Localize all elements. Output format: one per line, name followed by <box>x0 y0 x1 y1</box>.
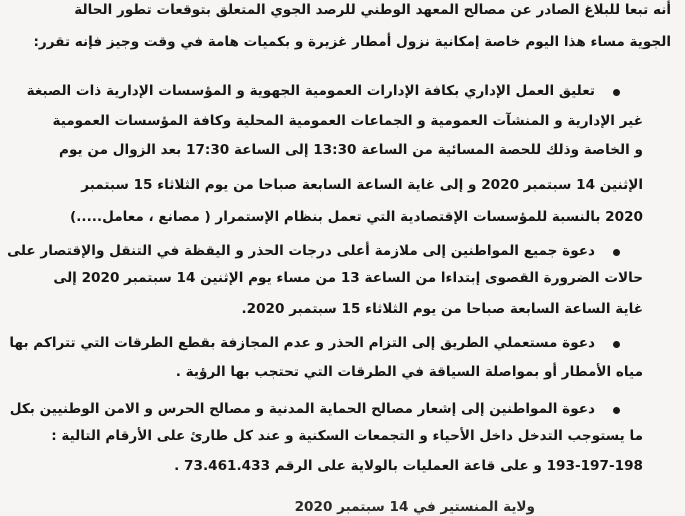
item-3-line-2: مياه الأمطار أو بمواصلة السياقة في الطرقات التي تحتجب بها الرؤية . <box>175 364 643 380</box>
bullet-icon <box>613 341 620 348</box>
intro-line-1: أنه تبعا للبلاغ الصادر عن مصالح المعهد الوطني للرصد الجوي المتعلق بتوقعات تطور الحالة <box>74 2 671 18</box>
item-4-line-2: ما يستوجب التدخل داخل الأحياء و التجمعات السكنية و عند كل طارئ على الأرقام التالية : <box>51 428 643 444</box>
item-4-line-1: دعوة المواطنين إلى إشعار مصالح الحماية المدنية و مصالح الحرس و الامن الوطنيين بكل <box>9 401 595 417</box>
item-1-line-4: الإثنين 14 سبتمبر 2020 و إلى غاية الساعة السابعة صباحا من يوم الثلاثاء 15 سبتمبر <box>81 177 643 193</box>
bullet-icon <box>613 89 620 96</box>
item-3-line-1: دعوة مستعملي الطريق إلى التزام الحذر و عدم المجازفة بقطع الطرقات التي تتراكم بها <box>9 335 595 351</box>
item-1-line-2: غير الإدارية و المنشآت العمومية و الجماعات العمومية المحلية وكافة المؤسسات العمومية <box>52 113 643 129</box>
intro-line-2: الجوية مساء هذا اليوم خاصة إمكانية نزول أمطار غزيرة و بكميات هامة في وقت وجيز فإنه تقرر: <box>33 34 671 50</box>
bullet-icon <box>613 407 620 414</box>
item-2-line-3: غاية الساعة السابعة صباحا من يوم الثلاثاء 15 سبتمبر 2020. <box>241 301 643 317</box>
item-1-line-3: و الخاصة وذلك للحصة المسائية من الساعة 13:30 إلى الساعة 17:30 بعد الزوال من يوم <box>59 142 643 158</box>
item-1-line-1: تعليق العمل الإداري بكافة الإدارات العمومية الجهوية و المؤسسات الإدارية ذات الصبغة <box>26 83 595 99</box>
item-4-line-3: 193-197-198 و على قاعة العمليات بالولاية على الرقم 73.461.433 . <box>174 458 643 474</box>
item-2-line-2: حالات الضرورة القصوى إبتداءا من الساعة 13 من مساء يوم الإثنين 14 سبتمبر 2020 إلى <box>53 270 643 286</box>
footer-date: ولاية المنستير في 14 سبتمبر 2020 <box>294 499 535 515</box>
item-2-line-1: دعوة جميع المواطنين إلى ملازمة أعلى درجات الحذر و اليقظة في التنقل والإقتصار على <box>7 243 595 259</box>
bullet-icon <box>613 249 620 256</box>
item-1-line-5: 2020 بالنسبة للمؤسسات الإقتصادية التي تعمل بنظام الإستمرار ( مصانع ، معامل.....) <box>70 209 643 225</box>
